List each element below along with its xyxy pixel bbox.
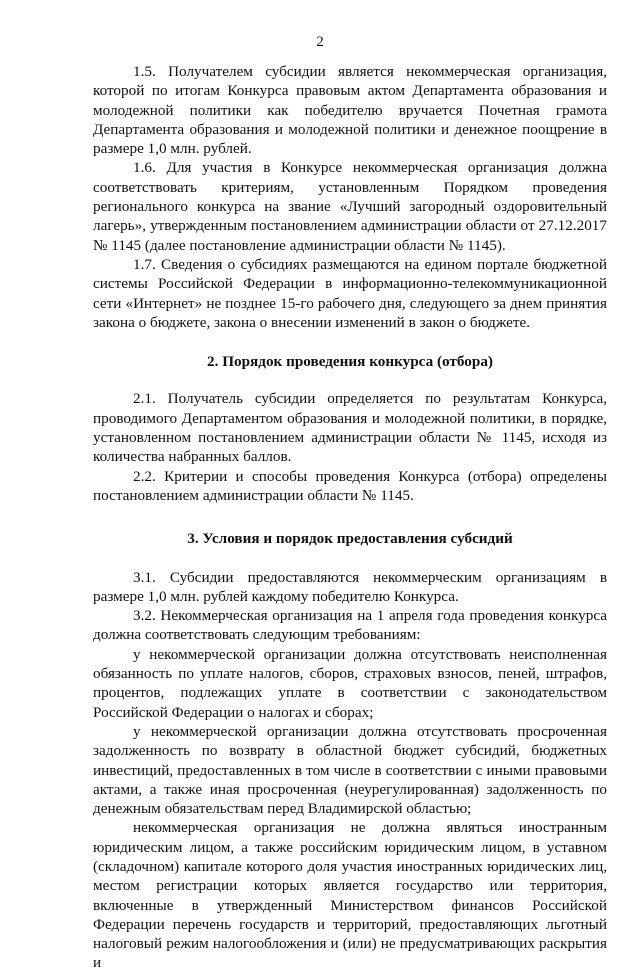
paragraph-2-2: 2.2. Критерии и способы проведения Конкурса (отбора) определены постановлением администрации области № 1145. [93,467,607,504]
paragraph-2-1: 2.1. Получатель субсидии определяется по результатам Конкурса, проводимого Департаментом образования и молодежной политики, в порядке, установленном постановлением администрации области № 1145, исходя из количества набранных баллов. [93,390,607,466]
requirement-no-overdue-debt: у некоммерческой организации должна отсутствовать просроченная задолженность по возврату в областной бюджет субсидий, бюджетных инвестиций, предоставленных в том числе в соответствии с иными правовыми актами, а также иная просроченная (неурегулированная) задолженность по денежным обязательствам перед Владимирской областью; [93,722,607,818]
section-3-heading: 3. Условия и порядок предоставления субсидий [187,530,513,548]
requirement-no-tax-debt: у некоммерческой организации должна отсутствовать неисполненная обязанность по уплате налогов, сборов, страховых взносов, пеней, штрафов, процентов, подлежащих уплате в соответствии с законодательством Российской Федерации о налогах и сборах; [93,645,607,721]
page-number: 2 [316,34,324,50]
paragraph-1-7: 1.7. Сведения о субсидиях размещаются на едином портале бюджетной системы Российской Федерации в информационно-телекоммуникационной сети «Интернет» не позднее 15-го рабочего дня, следующего за днем принятия закона о бюджете, закона о внесении изменений в закон о бюджете. [93,255,607,331]
paragraph-1-5: 1.5. Получателем субсидии является некоммерческая организация, которой по итогам Конкурса правовым актом Департамента образования и молодежной политики как победителю вручается Почетная грамота Департамента образования и молодежной политики и денежное поощрение в размере 1,0 млн. рублей. [93,63,607,158]
requirement-not-foreign-entity: некоммерческая организация не должна являться иностранным юридическим лицом, а также российским юридическим лицом, в уставном (складочном) капитале которого доля участия иностранных юридических лиц, местом регистрации которых является государство или территория, включенные в утвержденный Министерством финансов Российской Федерации перечень государств и территорий, предоставляющих льготный налоговый режим налогообложения и (или) не предусматривающих раскрытия и [93,819,607,972]
paragraph-3-2: 3.2. Некоммерческая организация на 1 апреля года проведения конкурса должна соответствовать следующим требованиям: [93,607,607,644]
paragraph-1-6: 1.6. Для участия в Конкурсе некоммерческая организация должна соответствовать критериям, установленным Порядком проведения регионального конкурса на звание «Лучший загородный оздоровительный лагерь», утвержденным постановлением администрации области от 27.12.2017 № 1145 (далее постановление администрации области № 1145). [93,159,607,254]
paragraph-3-1: 3.1. Субсидии предоставляются некоммерческим организациям в размере 1,0 млн. рублей каждому победителю Конкурса. [93,568,607,605]
section-2-heading: 2. Порядок проведения конкурса (отбора) [207,353,493,371]
spacer [93,371,607,389]
document-body [93,62,607,973]
spacer [93,505,607,529]
spacer [93,332,607,352]
spacer [93,549,607,568]
